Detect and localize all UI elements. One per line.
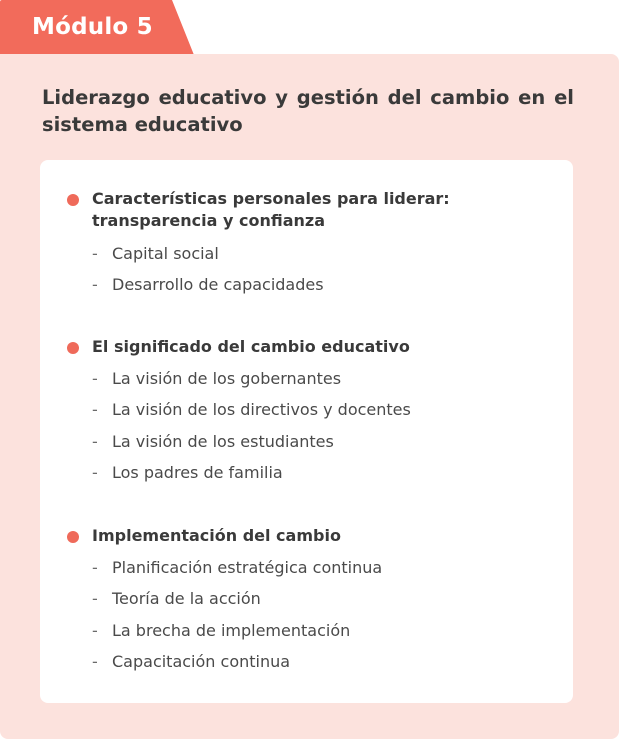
dash-marker: -: [92, 400, 98, 419]
list-item-label: La brecha de implementación: [112, 621, 351, 640]
section-heading: Implementación del cambio: [92, 526, 341, 545]
dash-marker: -: [92, 652, 98, 671]
list-item-label: Teoría de la acción: [112, 589, 261, 608]
list-item: [92, 587, 261, 611]
list-item: [92, 242, 219, 266]
dash-marker: -: [92, 369, 98, 388]
list-item-label: Los padres de familia: [112, 463, 283, 482]
module-title: Liderazgo educativo y gestión del cambio en el sistema educativo: [42, 86, 574, 136]
dash-marker: -: [92, 244, 98, 263]
dash-marker: -: [92, 463, 98, 482]
list-item-label: La visión de los estudiantes: [112, 432, 334, 451]
list-item-label: Planificación estratégica continua: [112, 558, 383, 577]
list-item: [92, 461, 283, 485]
list-item-label: Capacitación continua: [112, 652, 291, 671]
list-item: [92, 556, 382, 580]
list-item-label: Capital social: [112, 244, 219, 263]
list-item: [92, 650, 290, 674]
list-item-label: La visión de los directivos y docentes: [112, 400, 411, 419]
dash-marker: -: [92, 621, 98, 640]
list-item: [92, 367, 341, 391]
list-item: [92, 619, 350, 643]
dash-marker: -: [92, 275, 98, 294]
list-item: [92, 430, 334, 454]
list-item: [92, 398, 411, 422]
bullet-icon: [67, 342, 79, 354]
section-heading: Características personales para liderar: transparencia y confianza: [92, 189, 450, 230]
dash-marker: -: [92, 558, 98, 577]
list-item: [92, 273, 324, 297]
content-box: [40, 160, 573, 703]
bullet-icon: [67, 531, 79, 543]
section-heading: El significado del cambio educativo: [92, 337, 410, 356]
list-item-label: Desarrollo de capacidades: [112, 275, 324, 294]
bullet-icon: [67, 194, 79, 206]
dash-marker: -: [92, 432, 98, 451]
module-tab-label: Módulo 5: [32, 14, 153, 40]
dash-marker: -: [92, 589, 98, 608]
list-item-label: La visión de los gobernantes: [112, 369, 342, 388]
